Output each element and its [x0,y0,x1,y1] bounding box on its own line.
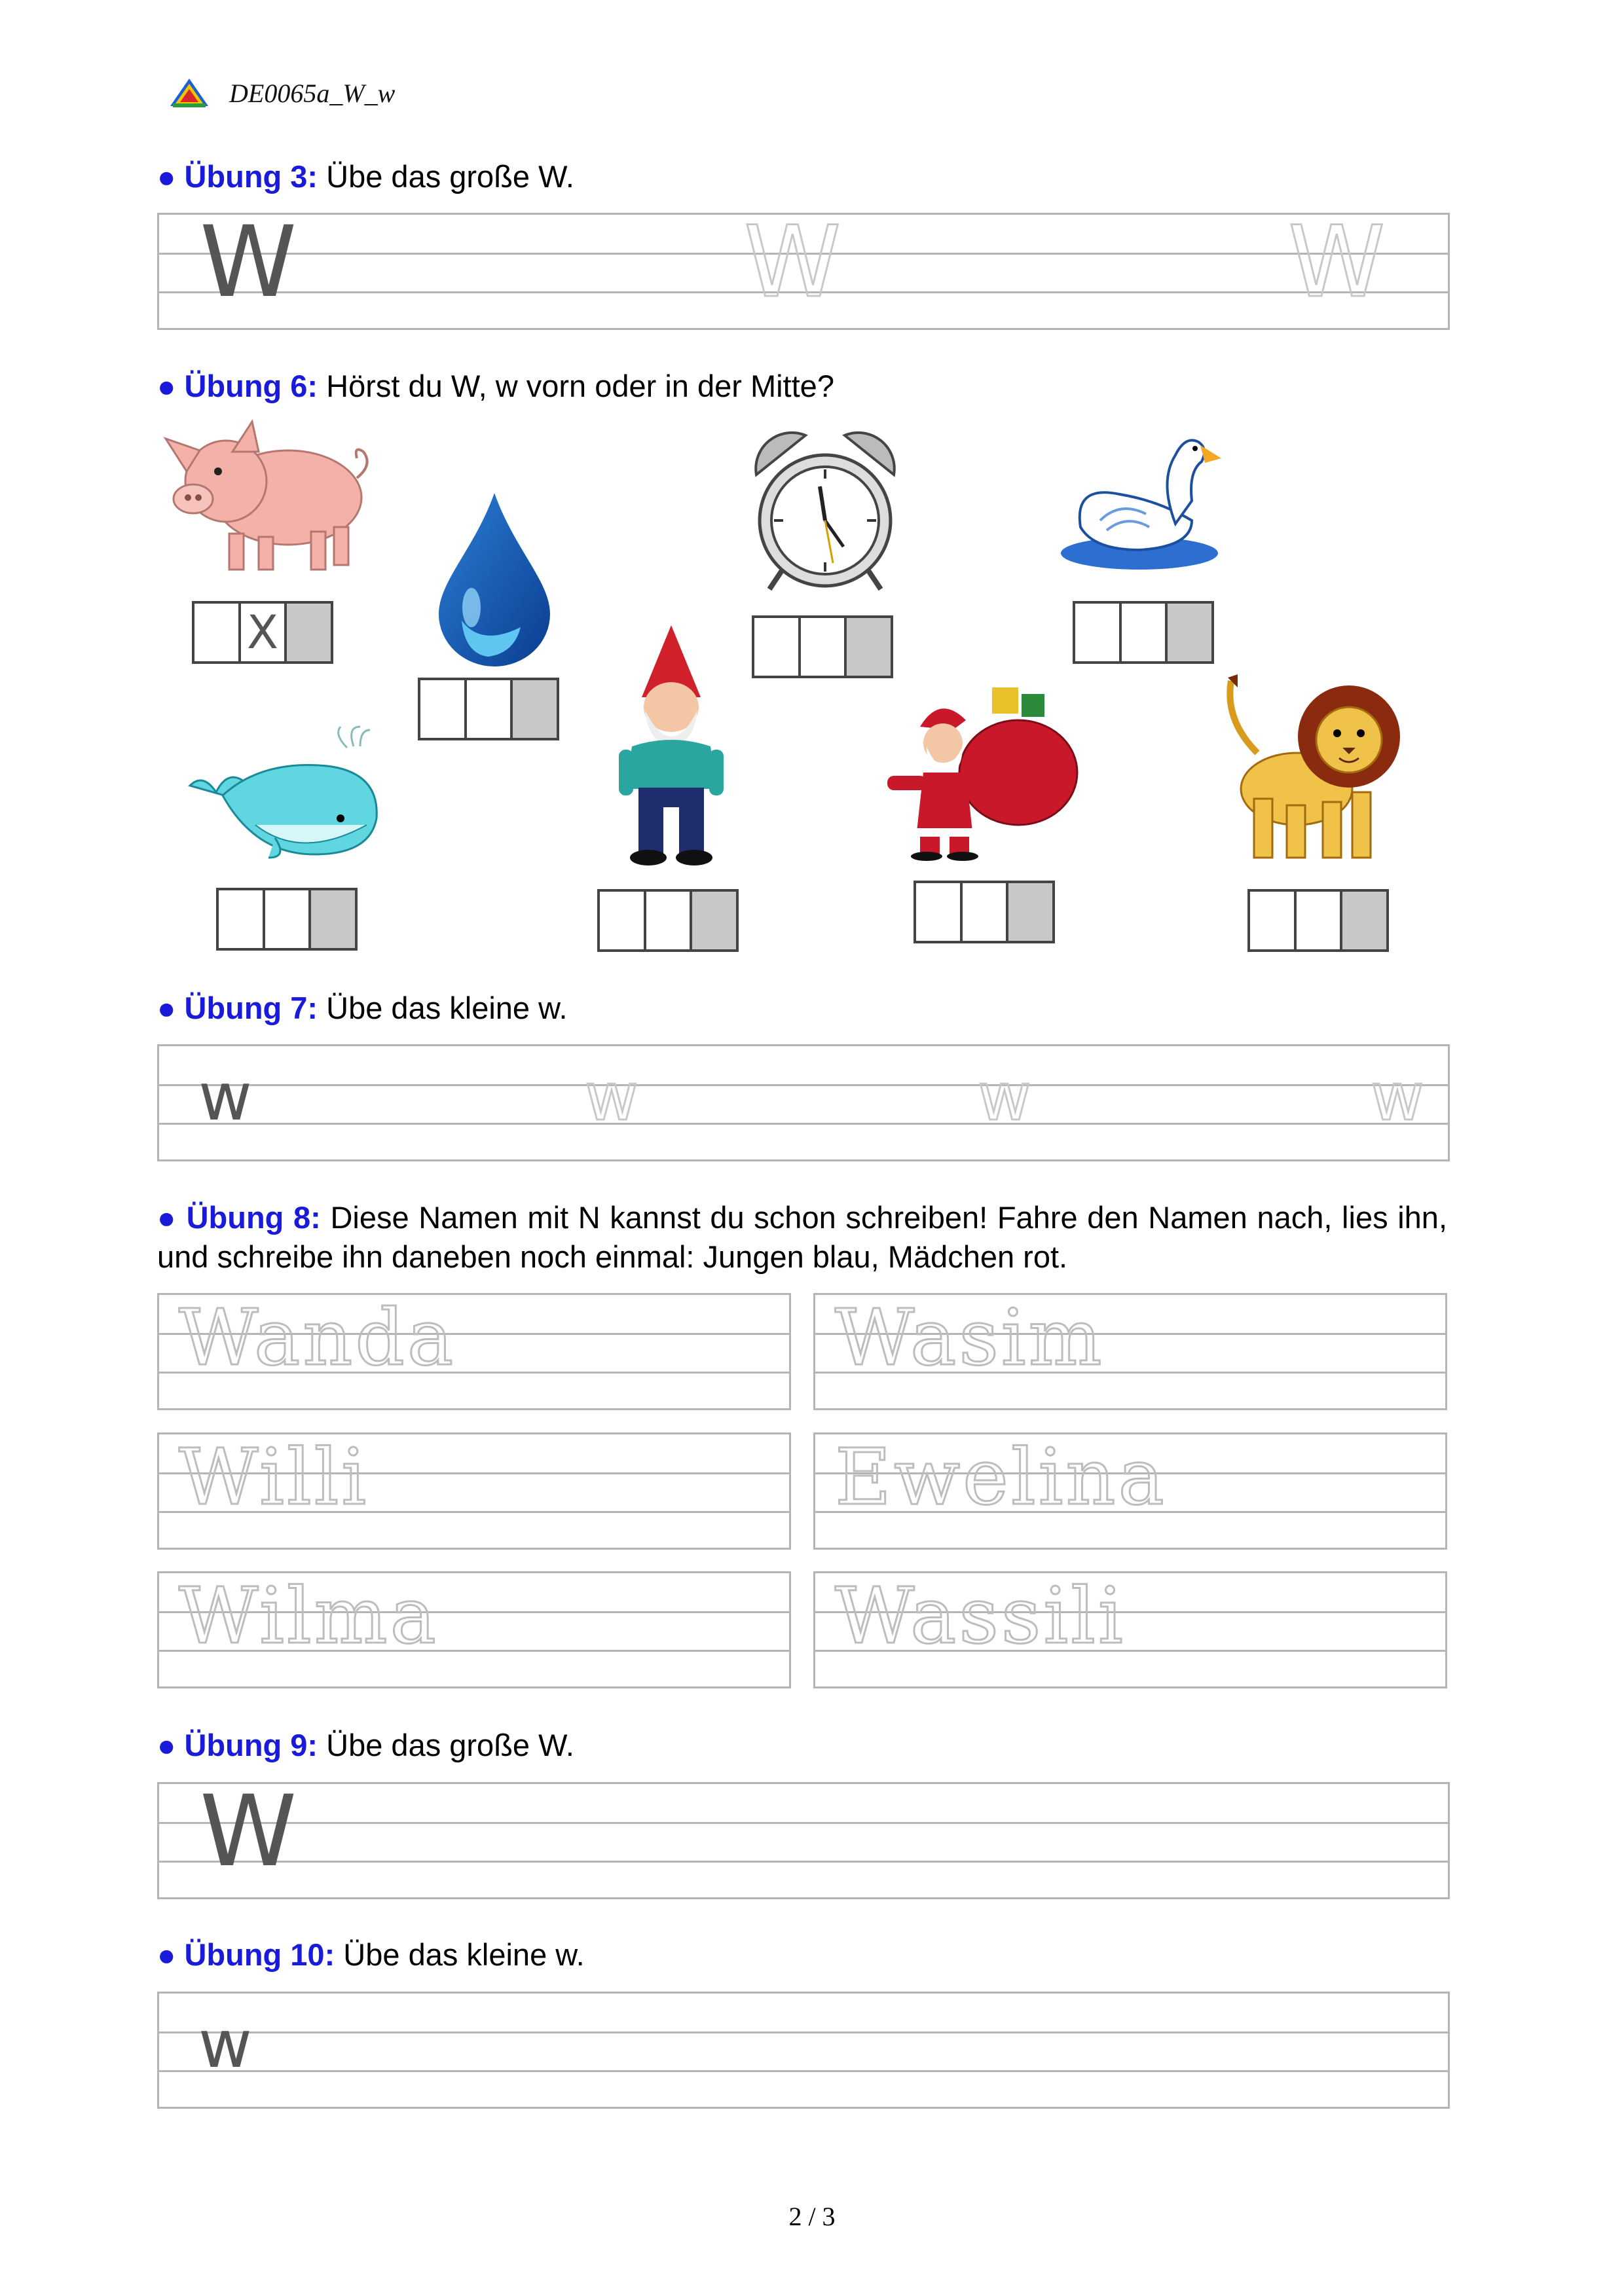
trace-letter: w [1371,1059,1424,1135]
exercise-label: Übung 10: [184,1937,335,1972]
model-letter: W [200,1775,297,1889]
trace-name: Wassili [835,1571,1126,1661]
page-number: 2 / 3 [788,2202,836,2231]
sound-box-whale [216,888,358,951]
name-box-ewelina[interactable] [813,1432,1447,1550]
document-id: DE0065a_W_w [229,78,396,108]
sound-cell[interactable] [308,888,358,951]
sound-cell[interactable] [284,601,333,664]
alarm-clock-picture [747,429,904,596]
sound-cell[interactable] [644,889,693,952]
model-letter: w [198,2006,252,2083]
exercise-9-heading: ● Übung 9: Übe das große W. [157,1728,574,1762]
sound-cell[interactable] [844,615,893,678]
exercise-instruction: Diese Namen mit N kannst du schon schreiben! Fahre den Namen nach, lies ihn, und schreibe ihn daneben noch einmal: Jungen blau, Mädchen rot. [157,1200,1447,1274]
trace-letter: W [744,206,841,319]
model-letter: w [198,1059,252,1135]
sound-cell[interactable] [960,881,1009,943]
exercise-7-heading: ● Übung 7: Übe das kleine w. [157,991,568,1025]
whale-picture [183,720,386,864]
exercise-label: Übung 3: [184,159,318,194]
sound-cell[interactable]: X [238,601,287,664]
trace-name: Wilma [179,1571,439,1661]
page-header [169,73,395,113]
name-box-wassili[interactable] [813,1571,1447,1688]
exercise-label: Übung 9: [184,1728,318,1762]
trace-letter: w [978,1059,1031,1135]
sound-cell[interactable] [1247,889,1297,952]
sound-cell[interactable] [464,678,513,740]
name-box-wanda[interactable] [157,1293,791,1410]
sound-box-santa [913,881,1055,943]
water-drop-picture [435,490,553,666]
sound-cell[interactable] [1340,889,1389,952]
sound-cell[interactable] [263,888,312,951]
exercise-instruction: Übe das kleine w. [326,991,568,1025]
trace-name: Willi [179,1432,369,1522]
exercise-instruction: Hörst du W, w vorn oder in der Mitte? [326,369,834,403]
sound-cell[interactable] [1119,601,1168,664]
trace-letter: W [1288,206,1386,319]
lion-picture [1225,674,1401,867]
sound-box-swan [1073,601,1214,664]
sound-cell[interactable] [216,888,265,951]
writing-box-ex9[interactable] [157,1775,1450,1899]
santa-picture [887,681,1084,861]
sound-box-pig [192,601,333,664]
trace-name: Ewelina [835,1432,1167,1522]
exercise-instruction: Übe das kleine w. [343,1937,585,1972]
pig-picture [160,419,370,579]
exercise-label: Übung 8: [186,1200,321,1235]
exercise-label: Übung 6: [184,369,318,403]
sound-cell[interactable] [597,889,646,952]
name-box-wasim[interactable] [813,1293,1447,1410]
sound-box-gnome [597,889,739,952]
sound-cell[interactable] [510,678,559,740]
swan-picture [1061,422,1231,573]
trace-letter: w [585,1059,638,1135]
exercise-6-heading: ● Übung 6: Hörst du W, w vorn oder in der Mitte? [157,369,834,403]
writing-box-ex10[interactable] [157,1992,1450,2109]
sound-box-water-drop [418,678,559,740]
trace-name: Wanda [179,1292,456,1383]
exercise-3-heading: ● Übung 3: Übe das große W. [157,159,574,194]
sound-cell[interactable] [752,615,801,678]
exercise-instruction: Übe das große W. [326,159,574,194]
sound-cell[interactable] [913,881,963,943]
gnome-picture [606,625,737,867]
sound-cell[interactable] [192,601,241,664]
sound-box-lion [1247,889,1389,952]
sound-cell[interactable] [1165,601,1214,664]
name-box-wilma[interactable] [157,1571,791,1688]
name-box-willi[interactable] [157,1432,791,1550]
sound-cell[interactable] [1073,601,1122,664]
writing-box-ex7[interactable] [157,1044,1450,1161]
school-logo-icon [169,77,210,109]
sound-cell[interactable] [690,889,739,952]
model-letter: W [200,206,297,319]
writing-box-ex3[interactable] [157,206,1450,330]
sound-cell[interactable] [418,678,467,740]
exercise-10-heading: ● Übung 10: Übe das kleine w. [157,1937,585,1972]
exercise-8-heading: ● Übung 8: Diese Namen mit N kannst du schon schreiben! Fahre den Namen nach, lies ihn, und schreibe ihn daneben noch einmal: Jungen blau, Mädchen rot. [157,1200,1447,1274]
exercise-instruction: Übe das große W. [326,1728,574,1762]
sound-cell[interactable] [1294,889,1343,952]
sound-box-alarm-clock [752,615,893,678]
exercise-label: Übung 7: [184,991,318,1025]
sound-cell[interactable] [1006,881,1055,943]
sound-cell[interactable] [798,615,847,678]
trace-name: Wasim [835,1292,1105,1383]
